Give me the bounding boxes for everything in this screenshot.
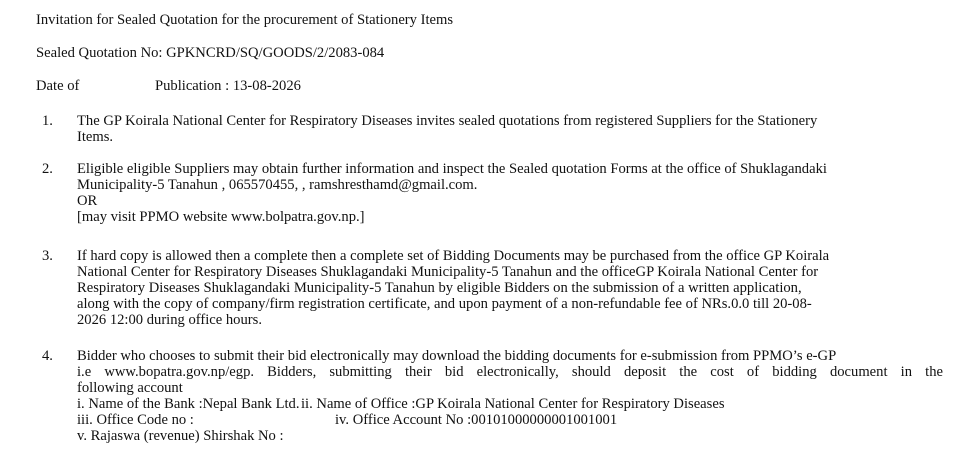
date-label: Date of <box>36 78 80 94</box>
office-code: iii. Office Code no : <box>77 412 194 428</box>
item-number: 1. <box>42 113 53 129</box>
item-line: The GP Koirala National Center for Respiratory Diseases invites sealed quotations from registered Suppliers for the Stationery <box>77 113 818 129</box>
item-line: National Center for Respiratory Diseases Shuklagandaki Municipality-5 Tanahun and the officeGP Koirala National Center for <box>77 264 819 280</box>
rajaswa-shirshak: v. Rajaswa (revenue) Shirshak No : <box>77 428 284 444</box>
account-row <box>77 412 945 428</box>
item-number: 2. <box>42 161 53 177</box>
item-line: 2026 12:00 during office hours. <box>77 312 262 328</box>
item-line: Eligible eligible Suppliers may obtain further information and inspect the Sealed quotation Forms at the office of Shuklagandaki <box>77 161 827 177</box>
item-text <box>77 113 945 145</box>
notice-title: Invitation for Sealed Quotation for the procurement of Stationery Items <box>36 12 454 28</box>
item-line: OR <box>77 193 98 209</box>
office-account-number: iv. Office Account No :00101000000001001001 <box>335 412 618 428</box>
item-line: Items. <box>77 129 114 145</box>
office-name: ii. Name of Office :GP Koirala National Center for Respiratory Diseases <box>301 396 725 412</box>
item-line: If hard copy is allowed then a complete then a complete set of Bidding Documents may be purchased from the office GP Koirala <box>77 248 830 264</box>
bank-name: i. Name of the Bank :Nepal Bank Ltd. <box>77 396 300 412</box>
item-text <box>77 348 945 444</box>
item-number: 4. <box>42 348 53 364</box>
item-line: i.e www.bopatra.gov.np/egp. Bidders, submitting their bid electronically, should deposit the cost of bidding document in the <box>77 364 943 380</box>
item-number: 3. <box>42 248 53 264</box>
item-line: Respiratory Diseases Shuklagandaki Municipality-5 Tanahun by eligible Bidders on the submission of a written application, <box>77 280 802 296</box>
item-line: along with the copy of company/firm registration certificate, and upon payment of a non-refundable fee of NRs.0.0 till 20-08- <box>77 296 812 312</box>
publication-date: Publication : 13-08-2026 <box>155 78 301 94</box>
item-line: [may visit PPMO website www.bolpatra.gov.np.] <box>77 209 365 225</box>
item-line: following account <box>77 380 183 396</box>
item-line: Bidder who chooses to submit their bid electronically may download the bidding documents for e-submission from PPMO’s e-GP <box>77 348 837 364</box>
item-text <box>77 161 945 225</box>
item-line: Municipality-5 Tanahun , 065570455, , ramshresthamd@gmail.com. <box>77 177 478 193</box>
account-row <box>77 396 945 412</box>
item-text <box>77 248 945 328</box>
account-row <box>77 428 945 444</box>
quotation-number: Sealed Quotation No: GPKNCRD/SQ/GOODS/2/2083-084 <box>36 45 385 61</box>
